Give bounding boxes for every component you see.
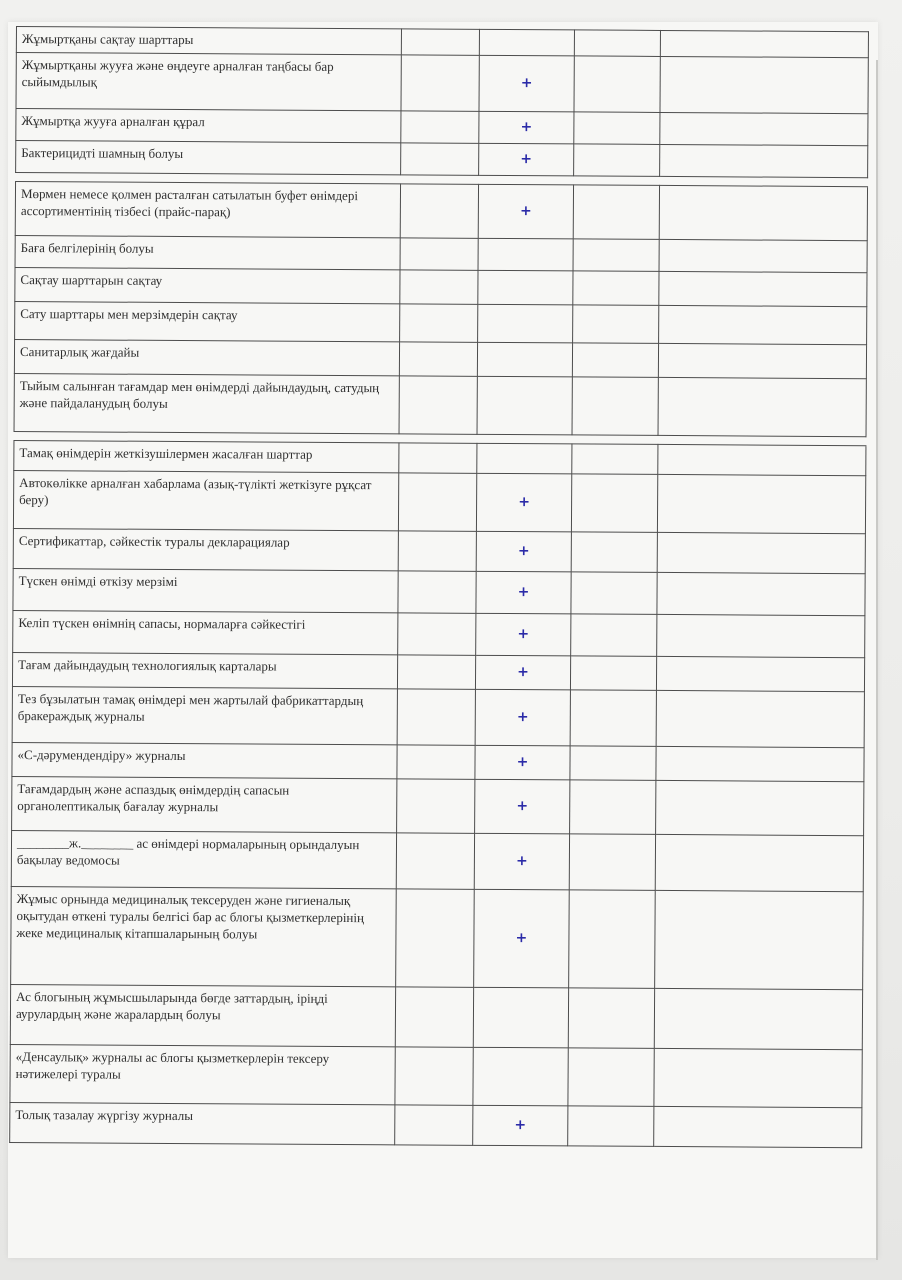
criterion-cell: Сертификаттар, сәйкестік туралы декларациялар bbox=[13, 528, 398, 570]
check-mark bbox=[479, 29, 574, 56]
table-row bbox=[15, 301, 867, 344]
checklist-table bbox=[9, 26, 869, 1148]
criterion-cell: «Денсаулық» журналы ас блогы қызметкерлерін тексеру нәтижелері туралы bbox=[10, 1044, 395, 1104]
table-row bbox=[15, 267, 867, 306]
table-row bbox=[12, 652, 864, 691]
table-row bbox=[15, 182, 867, 241]
criterion-cell: Тағамдардың және аспаздық өнімдердің сапасын органолептикалық бағалау журналы bbox=[12, 776, 397, 832]
table-row bbox=[13, 528, 865, 573]
check-mark: + bbox=[476, 613, 571, 656]
check-mark bbox=[477, 376, 572, 435]
check-mark bbox=[478, 304, 573, 343]
check-mark bbox=[477, 443, 572, 474]
criterion-cell: Түскен өнімді өткізу мерзімі bbox=[13, 568, 398, 612]
check-mark: + bbox=[476, 531, 571, 572]
check-mark: + bbox=[479, 143, 574, 176]
criterion-cell: Тез бұзылатын тамақ өнімдері мен жартылай фабрикаттардың бракераждық журналы bbox=[12, 686, 397, 744]
table-row bbox=[13, 568, 865, 615]
criterion-cell: Сақтау шарттарын сақтау bbox=[15, 267, 400, 303]
criterion-cell: Жұмыртқаны сақтау шарттары bbox=[16, 27, 401, 55]
criterion-cell: Тыйым салынған тағамдар мен өнімдерді дайындаудың, сатудың және пайдаланудың болуы bbox=[14, 373, 399, 433]
check-mark bbox=[473, 1047, 568, 1106]
table-row bbox=[13, 610, 865, 657]
table-row bbox=[10, 1044, 862, 1107]
check-mark: + bbox=[473, 1105, 568, 1146]
check-mark: + bbox=[476, 571, 571, 614]
check-mark bbox=[477, 342, 572, 377]
check-mark: + bbox=[475, 655, 570, 690]
check-mark: + bbox=[474, 833, 569, 890]
check-mark bbox=[473, 987, 568, 1048]
table-row bbox=[11, 830, 863, 891]
criterion-cell: Мөрмен немесе қолмен расталған сатылатын буфет өнімдері ассортиментінің тізбесі (прайс-парақ) bbox=[15, 182, 400, 238]
criterion-cell: Автокөлікке арналған хабарлама (азық-түлікті жеткізуге рұқсат беру) bbox=[13, 470, 398, 530]
criterion-cell: ________ж.________ ас өнімдері нормаларының орындалуын бақылау ведомосы bbox=[11, 830, 396, 888]
criterion-cell: Тағам дайындаудың технологиялық карталары bbox=[12, 652, 397, 688]
table-row bbox=[12, 742, 864, 781]
criterion-cell: Толық тазалау жүргізу журналы bbox=[10, 1102, 395, 1144]
table-row bbox=[12, 776, 864, 835]
check-mark: + bbox=[475, 689, 570, 746]
table-row bbox=[16, 53, 868, 114]
check-mark: + bbox=[475, 779, 570, 834]
criterion-cell: Баға белгілерінің болуы bbox=[15, 235, 400, 269]
table-row bbox=[12, 686, 864, 747]
sheet-edge bbox=[876, 60, 878, 1260]
check-mark: + bbox=[479, 111, 574, 144]
criterion-cell: Жұмыртқаны жууға және өңдеуге арналған таңбасы бар сыйымдылық bbox=[16, 53, 401, 111]
table-row bbox=[10, 1102, 862, 1147]
criterion-cell: Жұмыс орнында медициналық тексеруден және гигиеналық оқытудан өткені туралы белгісі бар ас блогы қызметкерлерінің жеке медициналық кітапшаларының болуы bbox=[11, 886, 397, 986]
table-row bbox=[11, 886, 864, 989]
table-row bbox=[13, 470, 865, 533]
check-mark: + bbox=[474, 889, 570, 988]
check-mark bbox=[478, 270, 573, 305]
check-mark: + bbox=[479, 55, 574, 112]
criterion-cell: Бактерицидті шамның болуы bbox=[16, 141, 401, 175]
table-row bbox=[16, 109, 868, 146]
criterion-cell: Тамақ өнімдерін жеткізушілермен жасалған шарттар bbox=[14, 440, 399, 472]
criterion-cell: Келіп түскен өнімнің сапасы, нормаларға сәйкестігі bbox=[13, 610, 398, 654]
table-row bbox=[16, 141, 868, 178]
check-mark: + bbox=[475, 745, 570, 780]
check-mark bbox=[478, 238, 573, 271]
criterion-cell: Санитарлық жағдайы bbox=[14, 339, 399, 375]
table-row bbox=[10, 984, 862, 1049]
table-row bbox=[14, 339, 866, 378]
criterion-cell: Ас блогының жұмысшыларында бөгде заттардың, іріңді аурулардың және жаралардың болуы bbox=[10, 984, 395, 1046]
table-row bbox=[14, 373, 866, 436]
criterion-cell: Сату шарттары мен мерзімдерін сақтау bbox=[15, 301, 400, 341]
table-row bbox=[15, 235, 867, 272]
criterion-cell: Жұмыртқа жууға арналған құрал bbox=[16, 109, 401, 143]
check-mark: + bbox=[478, 184, 573, 239]
criterion-cell: «С-дәрумендендіру» журналы bbox=[12, 742, 397, 778]
check-mark: + bbox=[476, 473, 571, 532]
